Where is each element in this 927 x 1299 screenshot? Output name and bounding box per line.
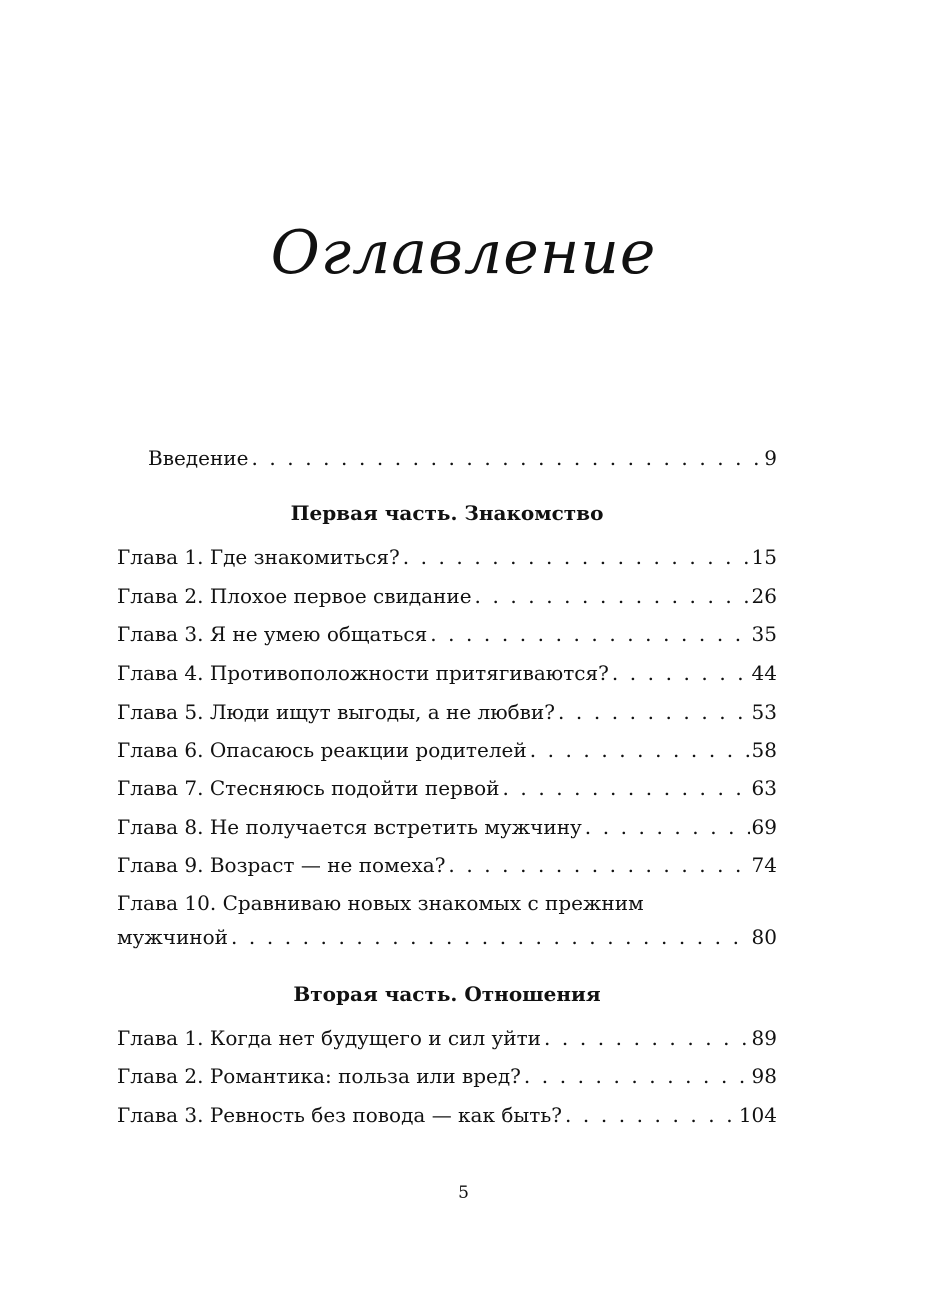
dot-leader (530, 735, 750, 765)
toc-entry[interactable] (117, 773, 777, 803)
toc-entry-page: 58 (751, 738, 777, 762)
toc-entry-label-line2: мужчиной (117, 925, 228, 949)
dot-leader (403, 542, 750, 572)
dot-leader (430, 619, 749, 649)
toc-entry-page: 44 (751, 661, 777, 685)
toc-entry-label: Глава 4. Противоположности притягиваются? (117, 661, 609, 685)
toc-entry[interactable] (117, 581, 777, 611)
toc-entry-label: Глава 1. Когда нет будущего и сил уйти (117, 1026, 542, 1050)
toc-entry-page: 9 (764, 446, 777, 470)
dot-leader (524, 1061, 750, 1091)
toc-entry-label-line1[interactable]: Глава 10. Сравниваю новых знакомых с прежним (117, 891, 644, 915)
toc-entry-page: 104 (738, 1103, 777, 1127)
toc-entry[interactable] (117, 658, 777, 688)
part-1-heading: Первая часть. Знакомство (290, 501, 604, 525)
toc-entry-label: Глава 1. Где знакомиться? (117, 545, 400, 569)
dot-leader (251, 443, 762, 473)
toc-entry-page: 98 (751, 1064, 777, 1088)
toc-entry[interactable] (117, 812, 777, 842)
dot-leader (448, 850, 749, 880)
dot-leader (475, 581, 750, 611)
toc-entry[interactable] (117, 542, 777, 572)
toc-entry-label: Глава 8. Не получается встретить мужчину (117, 815, 582, 839)
toc-entry-page: 63 (751, 776, 777, 800)
dot-leader (502, 773, 749, 803)
toc-entry-page: 89 (751, 1026, 777, 1050)
toc-entry-page: 15 (751, 545, 777, 569)
toc-entry-page: 69 (751, 815, 777, 839)
page-title: Оглавление (270, 218, 657, 288)
page-number: 5 (458, 1183, 469, 1203)
toc-entry[interactable] (117, 1100, 777, 1130)
toc-entry-page: 80 (751, 925, 777, 949)
toc-entry-label: Глава 2. Плохое первое свидание (117, 584, 472, 608)
toc-entry-label: Глава 6. Опасаюсь реакции родителей (117, 738, 527, 762)
toc-entry-label: Глава 3. Я не умею общаться (117, 622, 428, 646)
toc-entry[interactable] (117, 619, 777, 649)
toc-entry-label: Глава 5. Люди ищут выгоды, а не любви? (117, 700, 555, 724)
toc-entry[interactable] (117, 850, 777, 880)
toc-entry-label: Введение (148, 446, 249, 470)
dot-leader (585, 812, 750, 842)
dot-leader (231, 922, 750, 952)
toc-entry-intro[interactable] (148, 443, 777, 473)
toc-entry[interactable] (117, 922, 777, 952)
toc-entry-page: 35 (751, 622, 777, 646)
toc-entry-label: Глава 3. Ревность без повода — как быть? (117, 1103, 562, 1127)
dot-leader (558, 697, 750, 727)
toc-entry[interactable] (117, 735, 777, 765)
toc-entry-label: Глава 2. Романтика: польза или вред? (117, 1064, 521, 1088)
toc-entry[interactable] (117, 697, 777, 727)
toc-entry[interactable] (117, 1023, 777, 1053)
part-2-heading: Вторая часть. Отношения (293, 982, 601, 1006)
dot-leader (544, 1023, 750, 1053)
toc-entry[interactable] (117, 1061, 777, 1091)
toc-entry-label: Глава 9. Возраст — не помеха? (117, 853, 446, 877)
toc-entry-page: 26 (751, 584, 777, 608)
toc-entry-page: 53 (751, 700, 777, 724)
toc-entry-page: 74 (751, 853, 777, 877)
dot-leader (565, 1100, 737, 1130)
dot-leader (612, 658, 750, 688)
toc-entry-label: Глава 7. Стесняюсь подойти первой (117, 776, 500, 800)
